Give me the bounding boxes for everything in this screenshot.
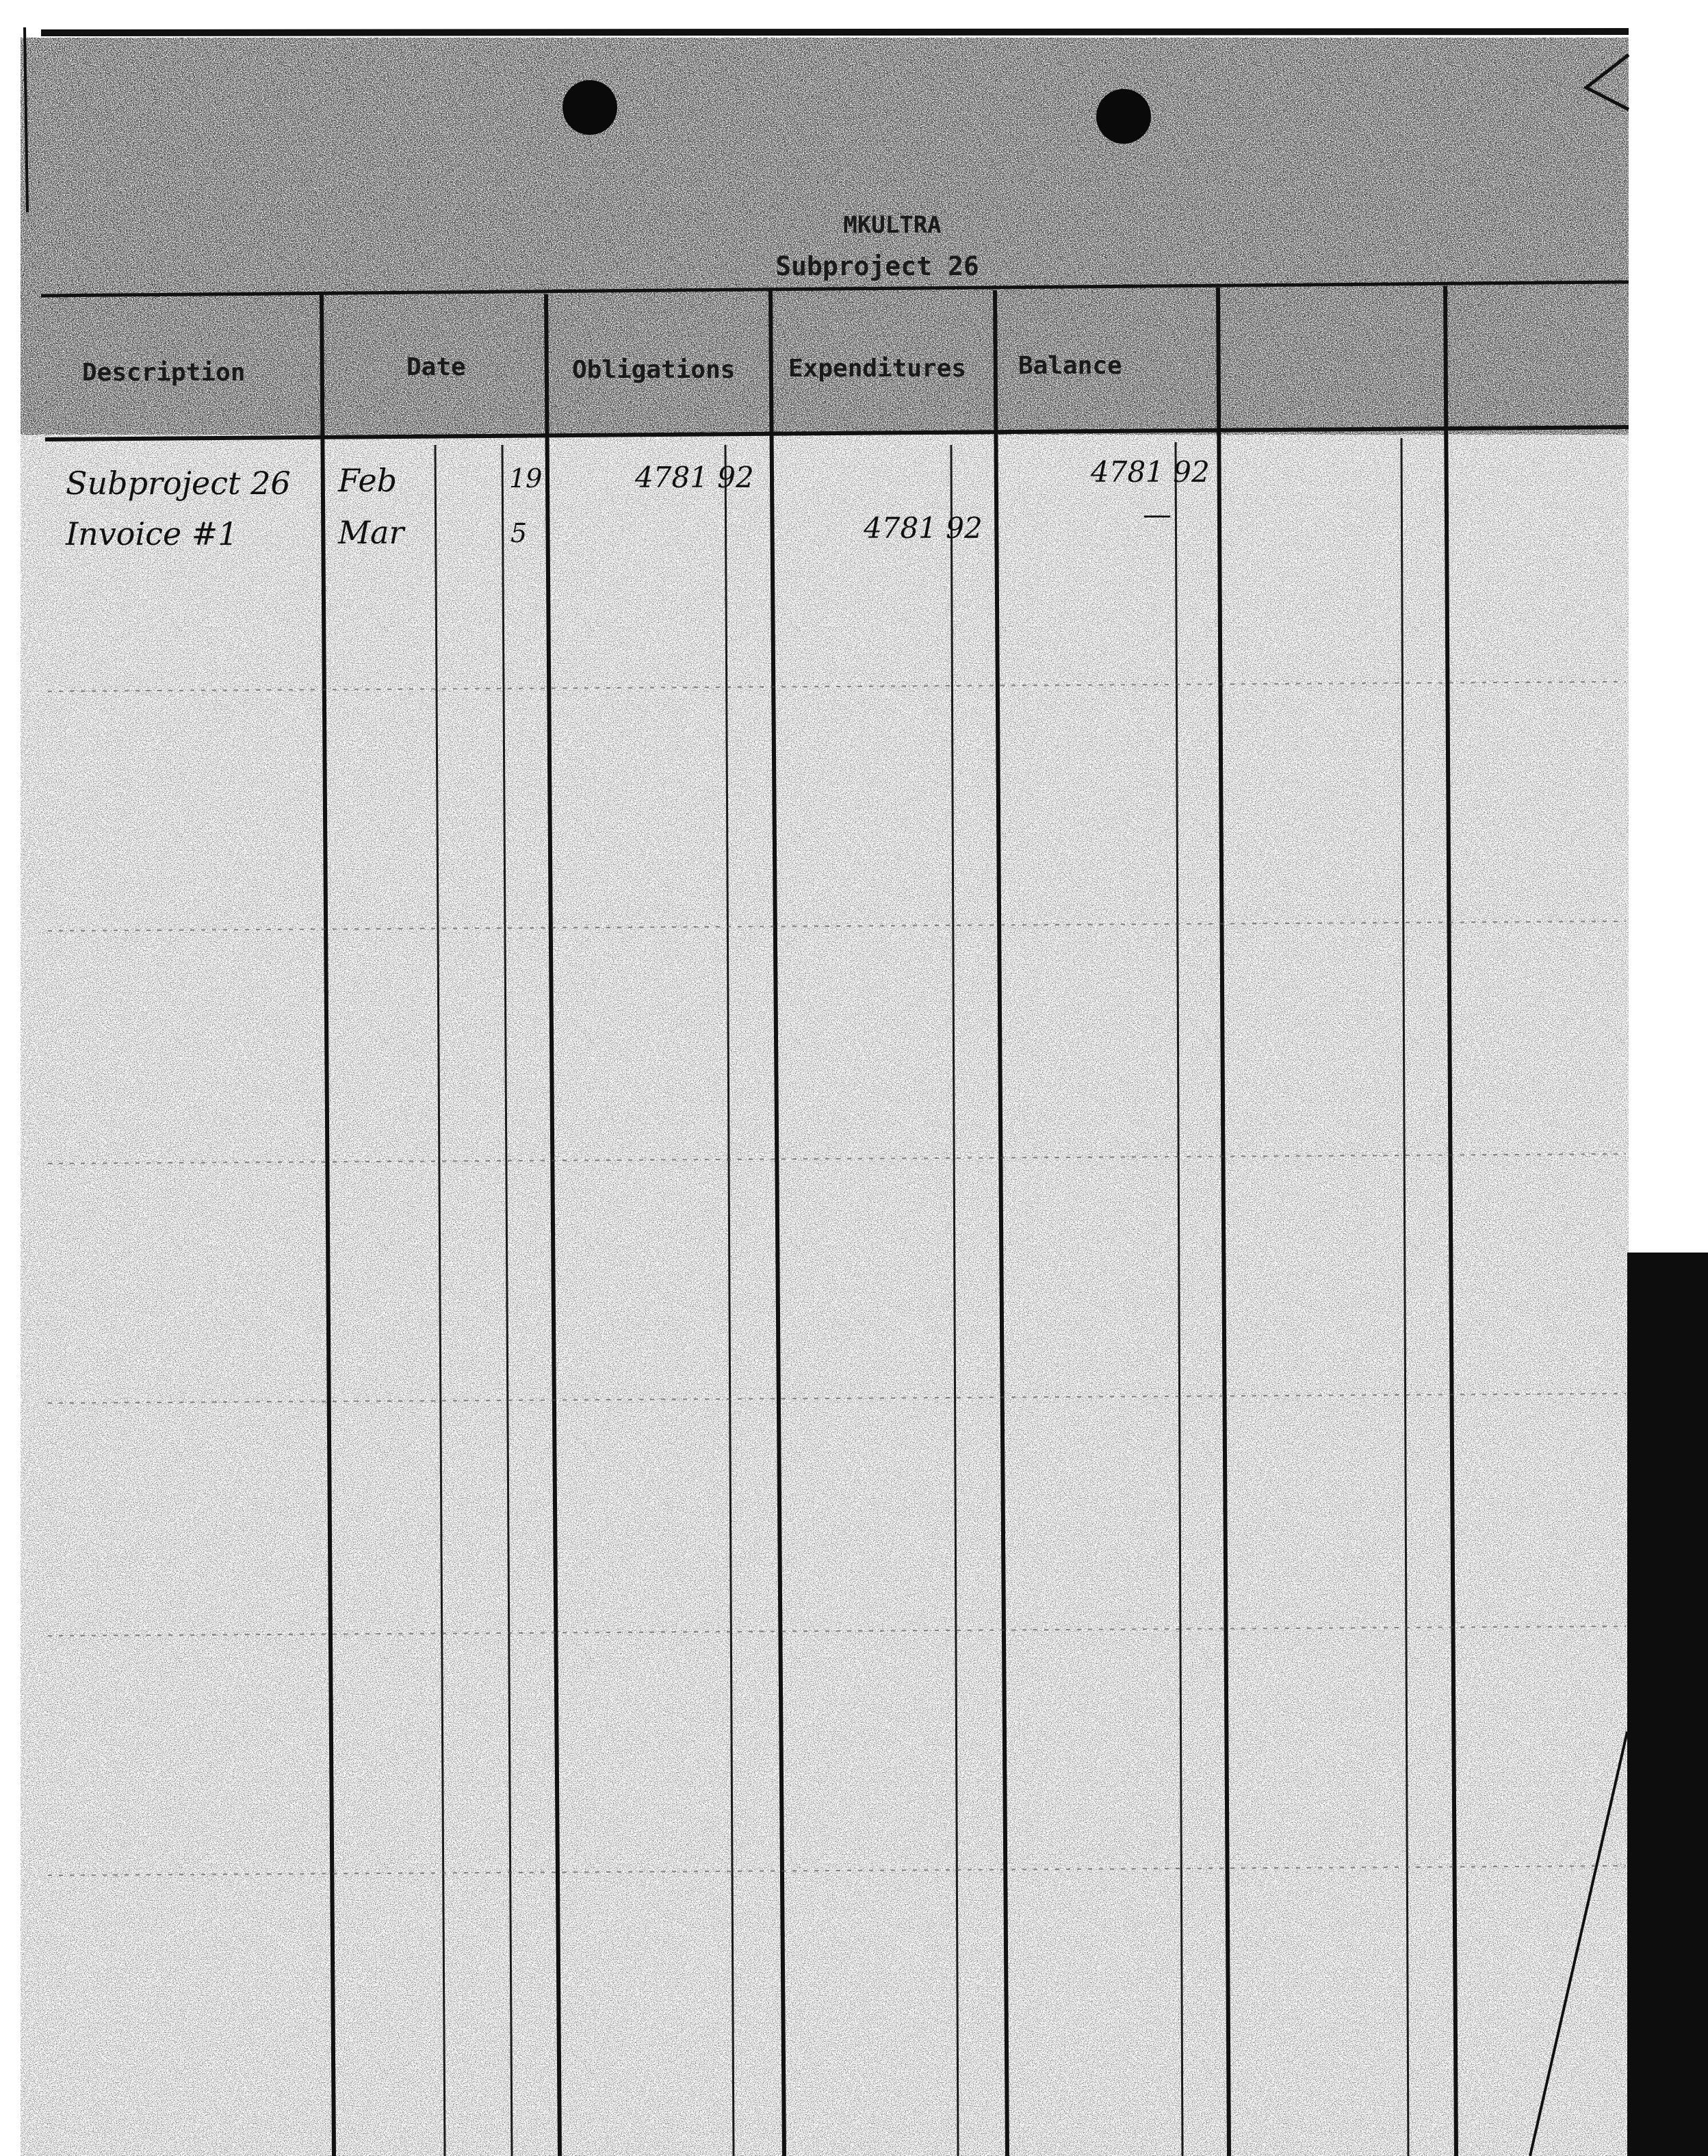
header-expenditures: Expenditures (788, 355, 967, 383)
punch-hole-right (1096, 89, 1151, 144)
row-1-day: 19 (509, 463, 543, 493)
row-1-obligations: 4781 92 (635, 461, 754, 494)
row-2-balance: — (1143, 498, 1172, 531)
header-obligations: Obligations (572, 356, 736, 384)
row-2-expenditures: 4781 92 (864, 511, 983, 545)
document-subtitle: Subproject 26 (775, 251, 979, 281)
punch-hole-left (562, 80, 617, 135)
body-speckle (21, 435, 1629, 2156)
header-date: Date (406, 353, 466, 381)
header-description: Description (82, 359, 246, 387)
top-page-edge (41, 31, 1629, 33)
header-balance: Balance (1018, 352, 1122, 380)
row-2-day: 5 (510, 518, 528, 548)
document-title: MKULTRA (843, 211, 942, 239)
row-1-month: Feb (338, 462, 398, 499)
row-2-month: Mar (338, 514, 404, 551)
row-1-description: Subproject 26 (66, 465, 291, 502)
row-1-balance: 4781 92 (1091, 455, 1210, 489)
row-2-description: Invoice #1 (66, 515, 238, 552)
right-dark-edge (1627, 1253, 1708, 2156)
